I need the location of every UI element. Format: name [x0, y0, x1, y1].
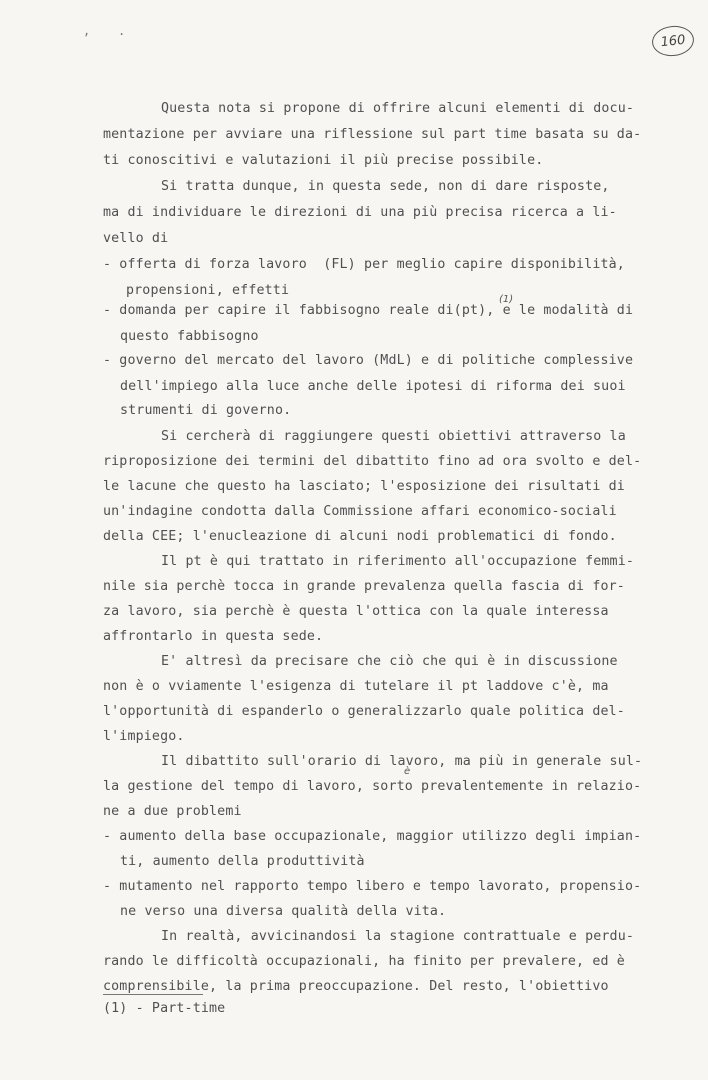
text-line: Si tratta dunque, in questa sede, non di dare risposte, — [161, 179, 610, 194]
text-line: Questa nota si propone di offrire alcuni elementi di docu- — [161, 101, 635, 116]
text-line: non è o vviamente l'esigenza di tutelare il pt laddove c'è, ma — [103, 679, 609, 694]
margin-mark: . — [118, 24, 126, 38]
handwritten-footnote-ref: (1) — [499, 294, 514, 305]
text-line: Il dibattito sull'orario di lavoro, ma più in generale sul- — [161, 754, 643, 769]
text-line: nile sia perchè tocca in grande prevalenza quella fascia di for- — [103, 579, 625, 594]
footnote: (1) - Part-time — [103, 1001, 226, 1016]
text-line: un'indagine condotta dalla Commissione affari economico-sociali — [103, 504, 617, 519]
text-line: E' altresì da precisare che ciò che qui è in discussione — [161, 654, 618, 669]
text-line: l'impiego. — [103, 729, 185, 744]
text-line: rando le difficoltà occupazionali, ha finito per prevalere, ed è — [103, 954, 625, 969]
text-line: comprensibile, la prima preoccupazione. Del resto, l'obiettivo — [103, 979, 609, 994]
text-line: ti, aumento della produttività — [120, 854, 365, 869]
text-line: dell'impiego alla luce anche delle ipotesi di riforma dei suoi — [120, 379, 626, 394]
text-line: ne a due problemi — [103, 804, 242, 819]
text-line: mentazione per avviare una riflessione sul part time basata su da- — [103, 127, 642, 142]
text-line: ne verso una diversa qualità della vita. — [120, 904, 447, 919]
text-line: strumenti di governo. — [120, 403, 292, 418]
footnote-rule — [103, 994, 203, 995]
list-item: - mutamento nel rapporto tempo libero e tempo lavorato, propensio- — [103, 879, 642, 894]
page-number-stamp: 160 — [651, 24, 696, 58]
text-line: Il pt è qui trattato in riferimento all'occupazione femmi- — [161, 554, 635, 569]
handwritten-insertion: è — [404, 766, 411, 777]
text-line: Si cercherà di raggiungere questi obiettivi attraverso la — [161, 429, 626, 444]
text-line: In realtà, avvicinandosi la stagione contrattuale e perdu- — [161, 929, 635, 944]
text-line: riproposizione dei termini del dibattito fino ad ora svolto e del- — [103, 454, 642, 469]
text-line: questo fabbisogno — [120, 329, 259, 344]
text-line: za lavoro, sia perchè è questa l'ottica con la quale interessa — [103, 604, 609, 619]
text-line: la gestione del tempo di lavoro, sorto prevalentemente in relazio- — [103, 779, 642, 794]
text-line: vello di — [103, 231, 169, 246]
text-line: affrontarlo in questa sede. — [103, 629, 324, 644]
list-item: - governo del mercato del lavoro (MdL) e di politiche complessive — [103, 353, 634, 368]
text-line: propensioni, effetti — [126, 283, 290, 298]
text-line: ti conoscitivi e valutazioni il più precise possibile. — [103, 153, 544, 168]
list-item: - offerta di forza lavoro (FL) per meglio capire disponibilità, — [103, 257, 625, 272]
text-line: l'opportunità di espanderlo o generalizzarlo quale politica del- — [103, 704, 625, 719]
text-line: le lacune che questo ha lasciato; l'esposizione dei risultati di — [103, 479, 625, 494]
list-item: - domanda per capire il fabbisogno reale di(pt), e le modalità di — [103, 303, 634, 318]
text-line: della CEE; l'enucleazione di alcuni nodi problematici di fondo. — [103, 529, 617, 544]
text-line: ma di individuare le direzioni di una più precisa ricerca a li- — [103, 205, 617, 220]
margin-mark: , — [83, 24, 91, 38]
list-item: - aumento della base occupazionale, maggior utilizzo degli impian- — [103, 829, 642, 844]
